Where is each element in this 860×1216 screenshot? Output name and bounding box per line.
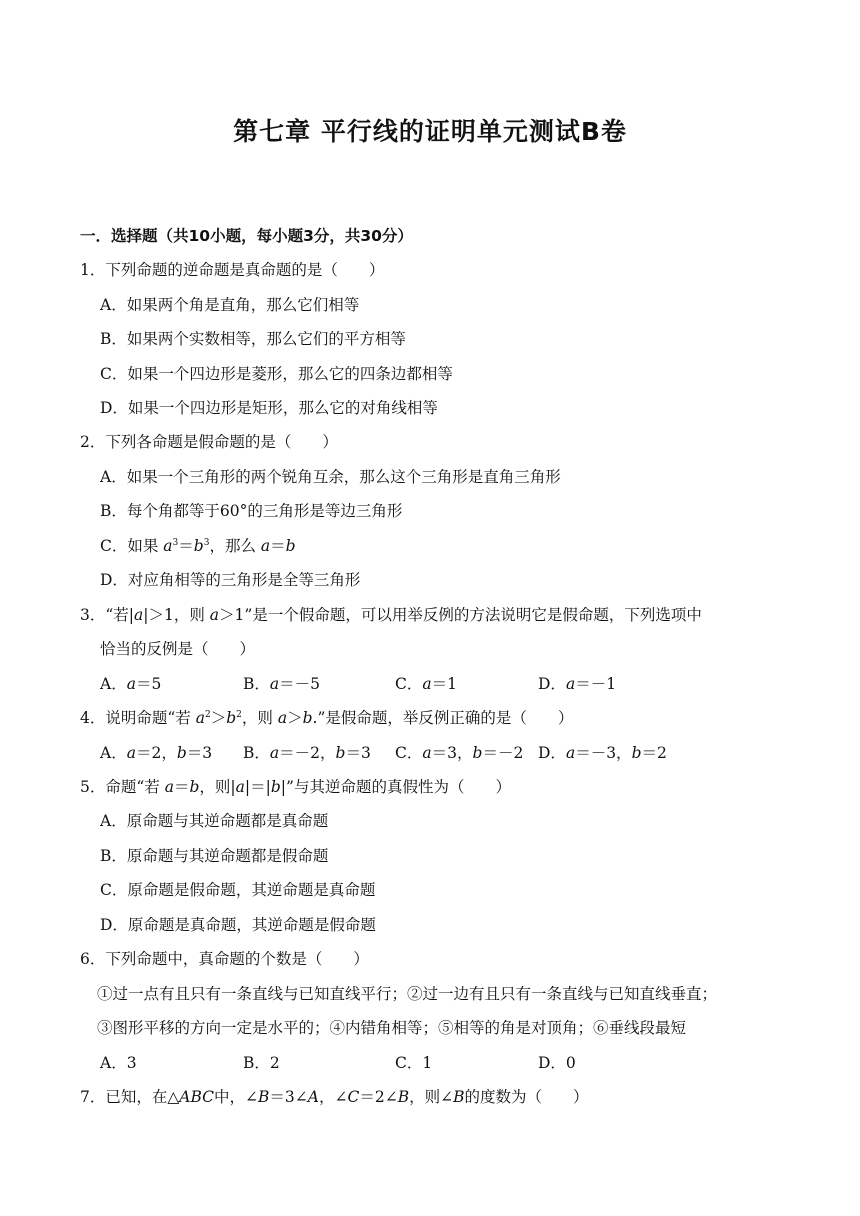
question-3-option-d: D．a＝－1 [538,675,617,693]
question-3-option-a: A．a＝5 [100,675,162,693]
question-6-stem: 6．下列命题中，真命题的个数是（ ） [80,950,369,968]
question-3-stem-continued: 恰当的反例是（ ） [100,640,256,658]
question-5-stem: 5．命题“若 a＝b，则|a|＝|b|”与其逆命题的真假性为（ ） [80,778,511,796]
question-5-option-d: D．原命题是真命题，其逆命题是假命题 [100,916,376,934]
question-1-stem: 1．下列命题的逆命题是真命题的是（ ） [80,261,385,279]
question-2-option-c: C．如果 $a^3=b^3$，那么 a＝b [100,537,296,555]
section-heading: 一．选择题（共10小题，每小题3分，共30分） [80,227,413,245]
question-4-option-d: D．a＝－3，b＝2 [538,744,667,762]
question-4-stem: 4．说明命题“若 $a^2>b^2$，则 a＞b.”是假命题，举反例正确的是（ ） [80,709,574,727]
question-2-option-d: D．对应角相等的三角形是全等三角形 [100,571,361,589]
page-title: 第七章 平行线的证明单元测试B卷 [233,117,627,146]
question-3-option-c: C．a＝1 [395,675,457,693]
question-5-option-a: A．原命题与其逆命题都是真命题 [100,812,329,830]
question-1-option-a: A．如果两个角是直角，那么它们相等 [100,296,360,314]
question-6-option-b: B．2 [243,1054,280,1072]
question-4-option-a: A．a＝2，b＝3 [100,744,213,762]
question-1-option-b: B．如果两个实数相等，那么它们的平方相等 [100,330,406,348]
question-3-option-b: B．a＝－5 [243,675,321,693]
question-6-option-c: C．1 [395,1054,433,1072]
question-5-option-b: B．原命题与其逆命题都是假命题 [100,847,329,865]
question-2-option-b: B．每个角都等于60°的三角形是等边三角形 [100,502,403,520]
question-7-stem: 7．已知，在△ABC中，∠B＝3∠A，∠C＝2∠B，则∠B的度数为（ ） [80,1088,589,1106]
question-2-option-a: A．如果一个三角形的两个锐角互余，那么这个三角形是直角三角形 [100,468,561,486]
question-6-statements-line-2: ③图形平移的方向一定是水平的；④内错角相等；⑤相等的角是对顶角；⑥垂线段最短 [97,1019,687,1037]
question-2-stem: 2．下列各命题是假命题的是（ ） [80,433,338,451]
question-1-option-d: D．如果一个四边形是矩形，那么它的对角线相等 [100,399,438,417]
question-1-option-c: C．如果一个四边形是菱形，那么它的四条边都相等 [100,365,453,383]
question-6-option-a: A．3 [100,1054,137,1072]
question-4-option-b: B．a＝－2，b＝3 [243,744,371,762]
question-6-statements-line-1: ①过一点有且只有一条直线与已知直线平行；②过一边有且只有一条直线与已知直线垂直； [97,985,718,1003]
question-5-option-c: C．原命题是假命题，其逆命题是真命题 [100,881,376,899]
question-6-option-d: D．0 [538,1054,576,1072]
question-4-option-c: C．a＝3，b＝－2 [395,744,524,762]
question-3-stem: 3．“若|a|＞1，则 a＞1”是一个假命题，可以用举反例的方法说明它是假命题，下列选项中 [80,606,702,624]
